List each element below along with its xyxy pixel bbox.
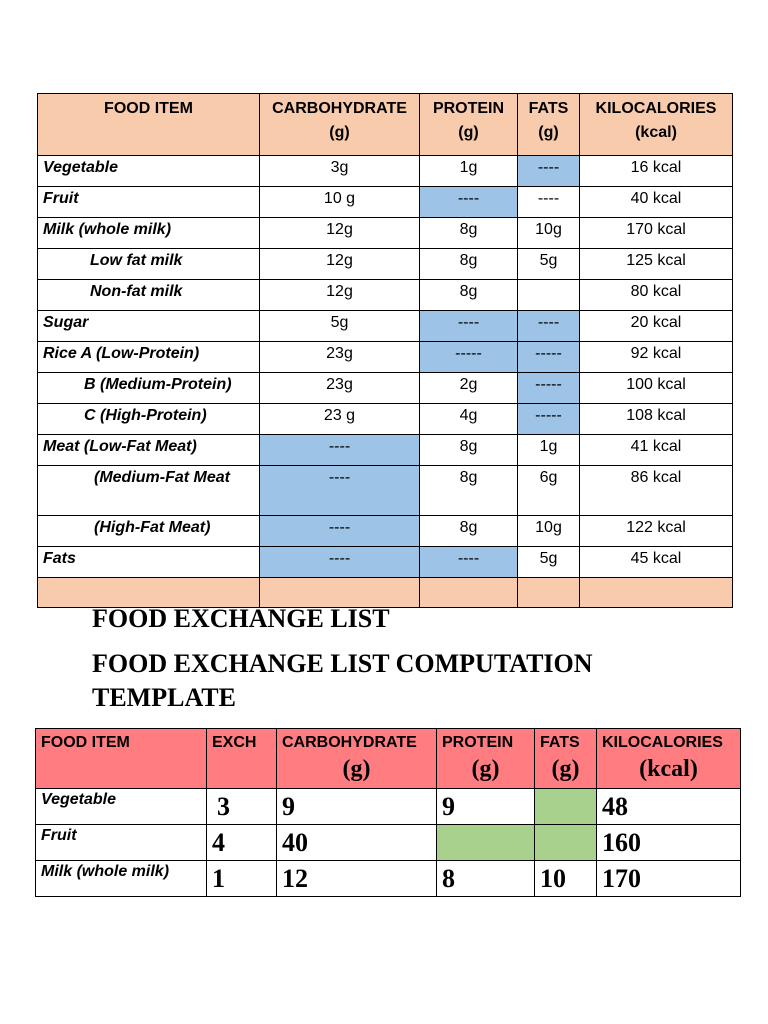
fats-cell: 6g (518, 466, 580, 516)
table-row (36, 789, 741, 825)
header-protein: PROTEIN (g) (420, 94, 518, 156)
fats-cell (535, 825, 597, 861)
carb-cell: 23g (260, 373, 420, 404)
protein-cell: 1g (420, 156, 518, 187)
protein-cell: 8g (420, 218, 518, 249)
fats-cell (535, 789, 597, 825)
carb-cell: ---- (260, 435, 420, 466)
food-item-cell: Milk (whole milk) (38, 218, 260, 249)
carb-cell: 12g (260, 280, 420, 311)
fats-cell: ----- (518, 404, 580, 435)
fats-cell: 5g (518, 547, 580, 578)
food-item-cell: Meat (Low-Fat Meat) (38, 435, 260, 466)
food-item-cell: Vegetable (38, 156, 260, 187)
fats-cell: 10g (518, 516, 580, 547)
header-exch: EXCH (207, 729, 277, 789)
protein-cell: 8g (420, 249, 518, 280)
protein-cell: 8 (437, 861, 535, 897)
fats-cell: 10 (535, 861, 597, 897)
table-row (38, 249, 733, 280)
carb-cell: ---- (260, 466, 420, 516)
protein-cell: ---- (420, 547, 518, 578)
empty-cell (580, 578, 733, 608)
carb-cell: ---- (260, 547, 420, 578)
table-header-row (38, 94, 733, 156)
food-item-cell: Non-fat milk (38, 280, 260, 311)
fats-cell: ---- (518, 156, 580, 187)
carb-cell: 23 g (260, 404, 420, 435)
carb-cell: 23g (260, 342, 420, 373)
food-item-cell: B (Medium-Protein) (38, 373, 260, 404)
kcal-cell: 86 kcal (580, 466, 733, 516)
header-protein: PROTEIN (g) (437, 729, 535, 789)
fats-cell: 5g (518, 249, 580, 280)
carb-cell: ---- (260, 516, 420, 547)
protein-cell: 9 (437, 789, 535, 825)
table-row (36, 825, 741, 861)
section-heading: FOOD EXCHANGE LIST COMPUTATION TEMPLATE (92, 649, 593, 712)
protein-cell: ----- (420, 342, 518, 373)
kcal-cell: 16 kcal (580, 156, 733, 187)
kcal-cell: 80 kcal (580, 280, 733, 311)
carb-cell: 9 (277, 789, 437, 825)
food-exchange-table (37, 93, 733, 608)
kcal-cell: 108 kcal (580, 404, 733, 435)
food-item-cell: Fruit (36, 825, 207, 861)
carb-cell: 12 (277, 861, 437, 897)
protein-cell: 8g (420, 435, 518, 466)
table-row (38, 516, 733, 547)
header-kilocalories: KILOCALORIES (kcal) (580, 94, 733, 156)
carb-cell: 10 g (260, 187, 420, 218)
carb-cell: 5g (260, 311, 420, 342)
kcal-cell: 160 (597, 825, 741, 861)
fats-cell: ---- (518, 311, 580, 342)
fats-cell: 10g (518, 218, 580, 249)
table-row (38, 280, 733, 311)
table-row (38, 342, 733, 373)
food-item-cell: (High-Fat Meat) (38, 516, 260, 547)
fats-cell: ---- (518, 187, 580, 218)
header-food-item: FOOD ITEM (36, 729, 207, 789)
header-food-item: FOOD ITEM (38, 94, 260, 156)
header-carbohydrate: CARBOHYDRATE (g) (260, 94, 420, 156)
food-item-cell: Low fat milk (38, 249, 260, 280)
food-item-cell: C (High-Protein) (38, 404, 260, 435)
kcal-cell: 125 kcal (580, 249, 733, 280)
exch-cell: 3 (207, 789, 277, 825)
kcal-cell: 92 kcal (580, 342, 733, 373)
table-row (38, 547, 733, 578)
table-row (38, 466, 733, 516)
food-item-cell: Fruit (38, 187, 260, 218)
food-item-cell: Fats (38, 547, 260, 578)
table-header-row (36, 729, 741, 789)
computation-table (35, 728, 741, 897)
kcal-cell: 122 kcal (580, 516, 733, 547)
header-kilocalories: KILOCALORIES (kcal) (597, 729, 741, 789)
exch-cell: 4 (207, 825, 277, 861)
protein-cell: 8g (420, 516, 518, 547)
fats-cell: ----- (518, 342, 580, 373)
table-row (38, 156, 733, 187)
table-row (38, 404, 733, 435)
header-fats: FATS (g) (535, 729, 597, 789)
kcal-cell: 48 (597, 789, 741, 825)
kcal-cell: 170 (597, 861, 741, 897)
protein-cell: 8g (420, 466, 518, 516)
protein-cell: 8g (420, 280, 518, 311)
table-row (38, 435, 733, 466)
kcal-cell: 100 kcal (580, 373, 733, 404)
table-row (38, 187, 733, 218)
fats-cell: ----- (518, 373, 580, 404)
empty-cell (518, 578, 580, 608)
protein-cell (437, 825, 535, 861)
carb-cell: 3g (260, 156, 420, 187)
carb-cell: 12g (260, 218, 420, 249)
food-item-cell: Milk (whole milk) (36, 861, 207, 897)
carb-cell: 12g (260, 249, 420, 280)
kcal-cell: 170 kcal (580, 218, 733, 249)
table-row (38, 311, 733, 342)
header-fats: FATS (g) (518, 94, 580, 156)
protein-cell: ---- (420, 187, 518, 218)
food-item-cell: Vegetable (36, 789, 207, 825)
exch-cell: 1 (207, 861, 277, 897)
food-item-cell: Sugar (38, 311, 260, 342)
kcal-cell: 40 kcal (580, 187, 733, 218)
header-carbohydrate: CARBOHYDRATE (g) (277, 729, 437, 789)
table-row (36, 861, 741, 897)
protein-cell: ---- (420, 311, 518, 342)
kcal-cell: 45 kcal (580, 547, 733, 578)
food-item-cell: Rice A (Low-Protein) (38, 342, 260, 373)
fats-cell (518, 280, 580, 311)
page-title: FOOD EXCHANGE LIST (92, 604, 390, 633)
protein-cell: 4g (420, 404, 518, 435)
fats-cell: 1g (518, 435, 580, 466)
empty-cell (420, 578, 518, 608)
protein-cell: 2g (420, 373, 518, 404)
kcal-cell: 41 kcal (580, 435, 733, 466)
table-row (38, 373, 733, 404)
food-item-cell: (Medium-Fat Meat (38, 466, 260, 516)
kcal-cell: 20 kcal (580, 311, 733, 342)
table-row (38, 218, 733, 249)
carb-cell: 40 (277, 825, 437, 861)
